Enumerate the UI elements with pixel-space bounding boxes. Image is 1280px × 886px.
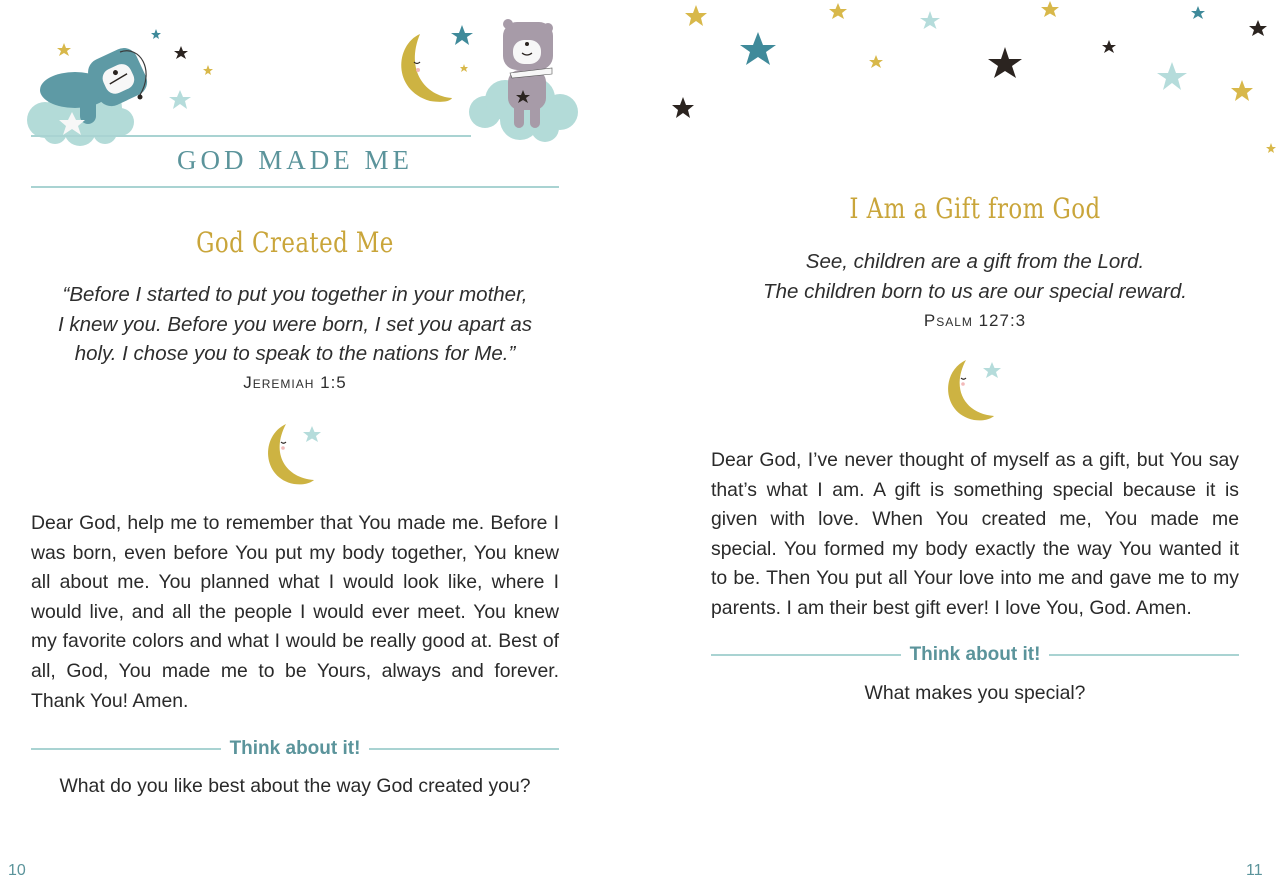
star-icon <box>1266 143 1276 153</box>
page-number: 11 <box>1246 862 1263 879</box>
star-icon <box>169 90 191 109</box>
devotion-title: I Am a Gift from God <box>849 192 1101 225</box>
crescent-moon-icon <box>401 34 452 102</box>
verse-line: I knew you. Before you were born, I set you apart as <box>57 312 533 336</box>
verse-line: See, children are a gift from the Lord. <box>805 250 1145 273</box>
star-icon <box>685 5 707 26</box>
star-icon <box>740 32 776 65</box>
divider-line <box>369 748 559 750</box>
prayer-text: Dear God, help me to remember that You made me. Before I was born, even before You put my body together, You knew all about me. You planned what I would look like, where I would live, and all the people I would ever meet. You knew my favorite colors and what I would be really good at. Best of all, God, You made me to be Yours, always and forever. Thank You! Amen. <box>31 512 559 712</box>
header-art <box>0 0 640 140</box>
scripture-reference: Psalm 127:3 <box>923 311 1027 330</box>
star-icon <box>1102 40 1116 53</box>
star-icon <box>1041 1 1059 17</box>
prayer-text: Dear God, I’ve never thought of myself as a gift, but You say that’s what I am. A gift is something special because it is given with love. When You created me, You made me special. You formed my body exactly the way You wanted it to be. Then You put all Your love into me and gave me to my parents. I am their best gift ever! I love You, God. Amen. <box>711 449 1239 619</box>
page-number: 10 <box>8 862 26 879</box>
scripture-verse <box>20 280 570 369</box>
divider-line <box>711 654 901 656</box>
scripture-reference: Jeremiah 1:5 <box>243 373 347 392</box>
crescent-moon-star-icon <box>264 420 324 490</box>
crescent-moon-star-icon <box>944 356 1004 426</box>
star-icon <box>829 3 847 19</box>
think-about-it-divider <box>31 738 559 760</box>
star-icon <box>920 11 940 29</box>
star-icon <box>869 55 883 68</box>
reflection-question: What makes you special? <box>864 682 1086 704</box>
think-about-it-label: Think about it! <box>229 738 361 759</box>
header-illustration <box>0 0 640 140</box>
moon-ornament <box>944 356 1004 426</box>
chapter-divider-top <box>31 135 471 137</box>
reflection-question: What do you like best about the way God created you? <box>59 775 531 797</box>
scripture-verse <box>700 247 1250 306</box>
divider-line <box>1049 654 1239 656</box>
moon-ornament <box>264 420 324 490</box>
chapter-divider-bottom <box>31 186 559 188</box>
chapter-title: GOD MADE ME <box>177 145 413 175</box>
think-about-it-divider <box>711 644 1239 666</box>
star-icon <box>1249 20 1267 36</box>
star-icon <box>988 47 1022 78</box>
star-icon <box>451 25 473 45</box>
star-icon <box>1191 6 1205 19</box>
star-icon <box>1157 62 1187 90</box>
right-page <box>640 0 1280 886</box>
star-icon <box>151 29 161 39</box>
star-icon <box>460 64 468 72</box>
star-icon <box>1231 80 1253 101</box>
verse-line: The children born to us are our special reward. <box>763 279 1187 303</box>
think-about-it-label: Think about it! <box>909 644 1041 665</box>
star-icon <box>57 43 71 56</box>
scattered-stars <box>640 0 1280 170</box>
verse-line: holy. I chose you to speak to the nations for Me.” <box>74 342 516 365</box>
star-icon <box>672 97 694 118</box>
star-icon <box>203 65 213 75</box>
star-icon <box>174 46 188 59</box>
divider-line <box>31 748 221 750</box>
devotion-title: God Created Me <box>196 226 394 259</box>
stars-illustration <box>640 0 1280 170</box>
verse-line: “Before I started to put you together in your mother, <box>62 283 528 306</box>
